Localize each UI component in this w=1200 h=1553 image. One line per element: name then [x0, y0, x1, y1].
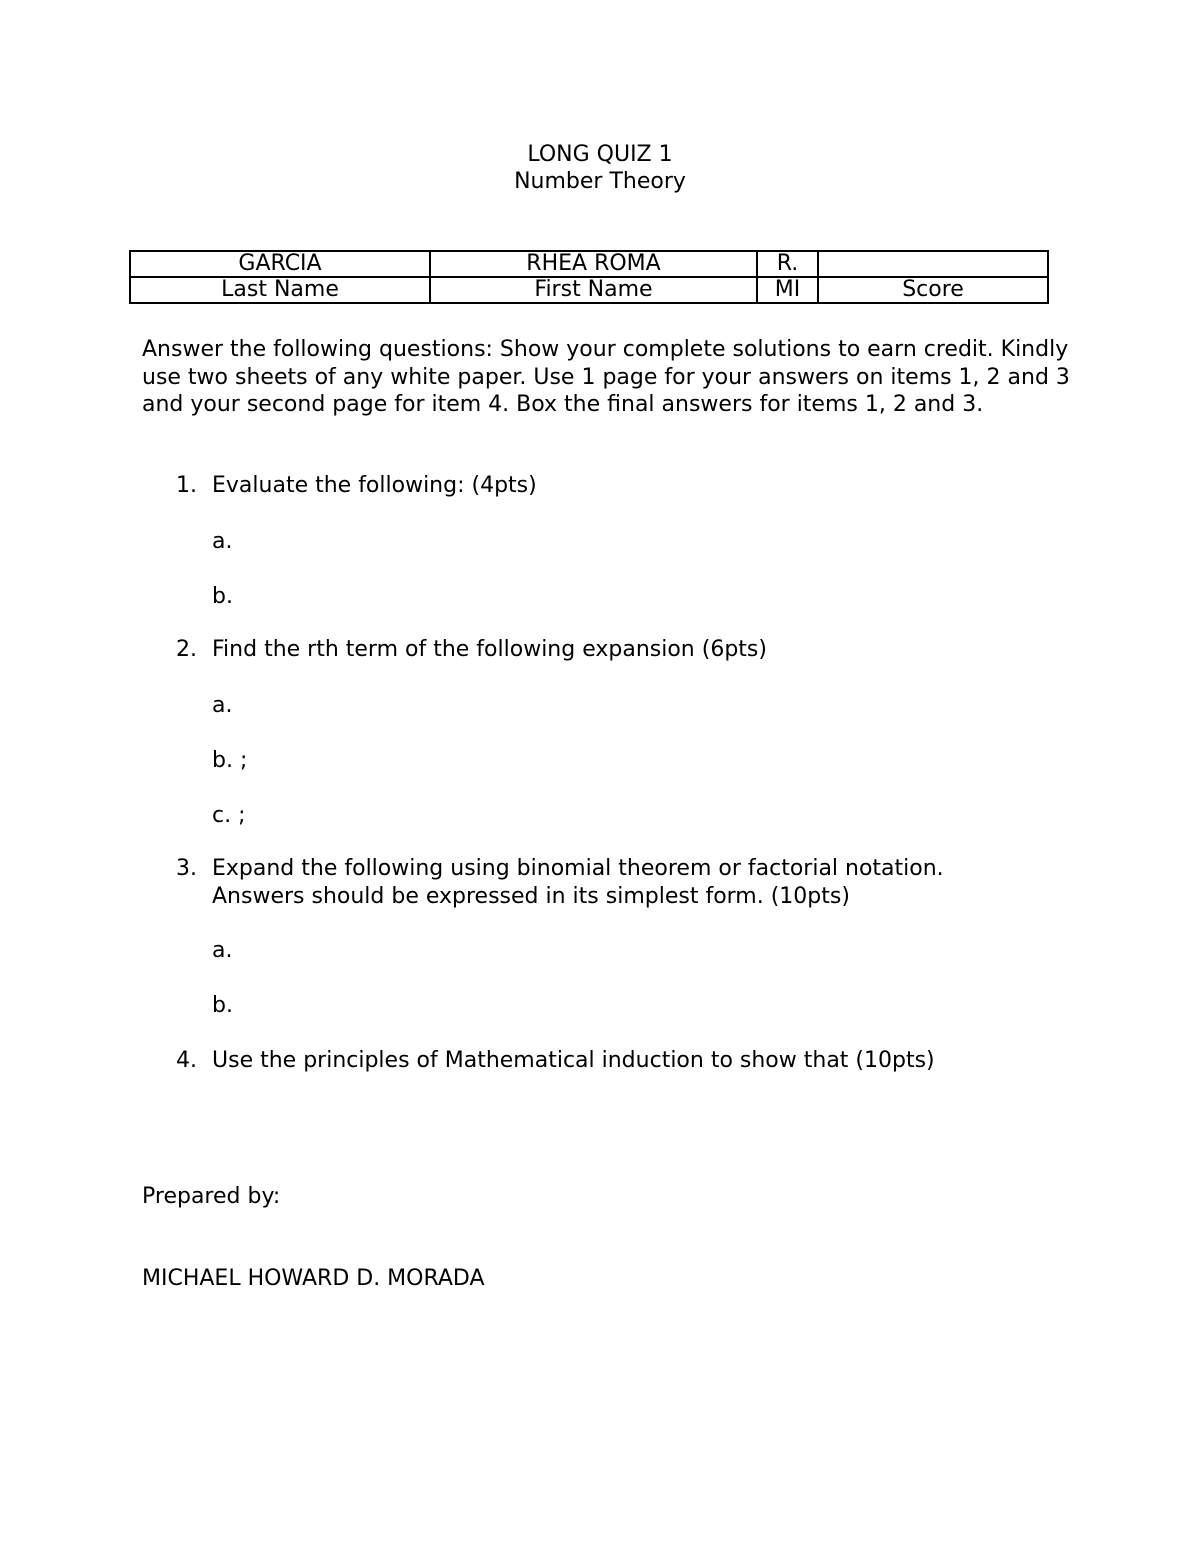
last-name-label: Last Name — [130, 277, 430, 303]
preparer-name: MICHAEL HOWARD D. MORADA — [142, 1266, 485, 1291]
instructions: Answer the following questions: Show your complete solutions to earn credit. Kindly use two sheets of any white paper. Use 1 page for your answers on items 1, 2 and 3 and your second page for item 4. Box the final answers for items 1, 2 and 3. — [142, 337, 1070, 417]
question-text-line-1: Expand the following using binomial theorem or factorial notation. — [212, 856, 944, 881]
question-3-text-line-2: Answers should be expressed in its simplest form. (10pts) — [212, 884, 850, 909]
question-number: 3. — [176, 856, 197, 881]
student-info-table — [129, 250, 1049, 304]
question-2-item-c: c. ; — [212, 803, 246, 828]
question-2-item-b: b. ; — [212, 748, 248, 773]
prepared-by-label: Prepared by: — [142, 1184, 281, 1209]
question-number: 2. — [176, 637, 197, 662]
question-2-item-a: a. — [212, 693, 233, 718]
question-text: Evaluate the following: (4pts) — [212, 473, 537, 498]
last-name-value: GARCIA — [130, 251, 430, 277]
question-number: 4. — [176, 1048, 197, 1073]
first-name-label: First Name — [430, 277, 757, 303]
score-value — [818, 251, 1048, 277]
question-text: Find the rth term of the following expansion (6pts) — [212, 637, 767, 662]
score-label: Score — [818, 277, 1048, 303]
question-3-item-a: a. — [212, 938, 233, 963]
question-1-item-a: a. — [212, 529, 233, 554]
middle-initial-value: R. — [757, 251, 818, 277]
question-number: 1. — [176, 473, 197, 498]
middle-initial-label: MI — [757, 277, 818, 303]
info-values-row — [130, 251, 1048, 277]
first-name-value: RHEA ROMA — [430, 251, 757, 277]
info-labels-row — [130, 277, 1048, 303]
question-text: Use the principles of Mathematical induction to show that (10pts) — [212, 1048, 935, 1073]
quiz-title: LONG QUIZ 1 — [527, 142, 673, 167]
quiz-subtitle: Number Theory — [514, 169, 686, 194]
question-1-item-b: b. — [212, 584, 233, 609]
question-3-item-b: b. — [212, 993, 233, 1018]
